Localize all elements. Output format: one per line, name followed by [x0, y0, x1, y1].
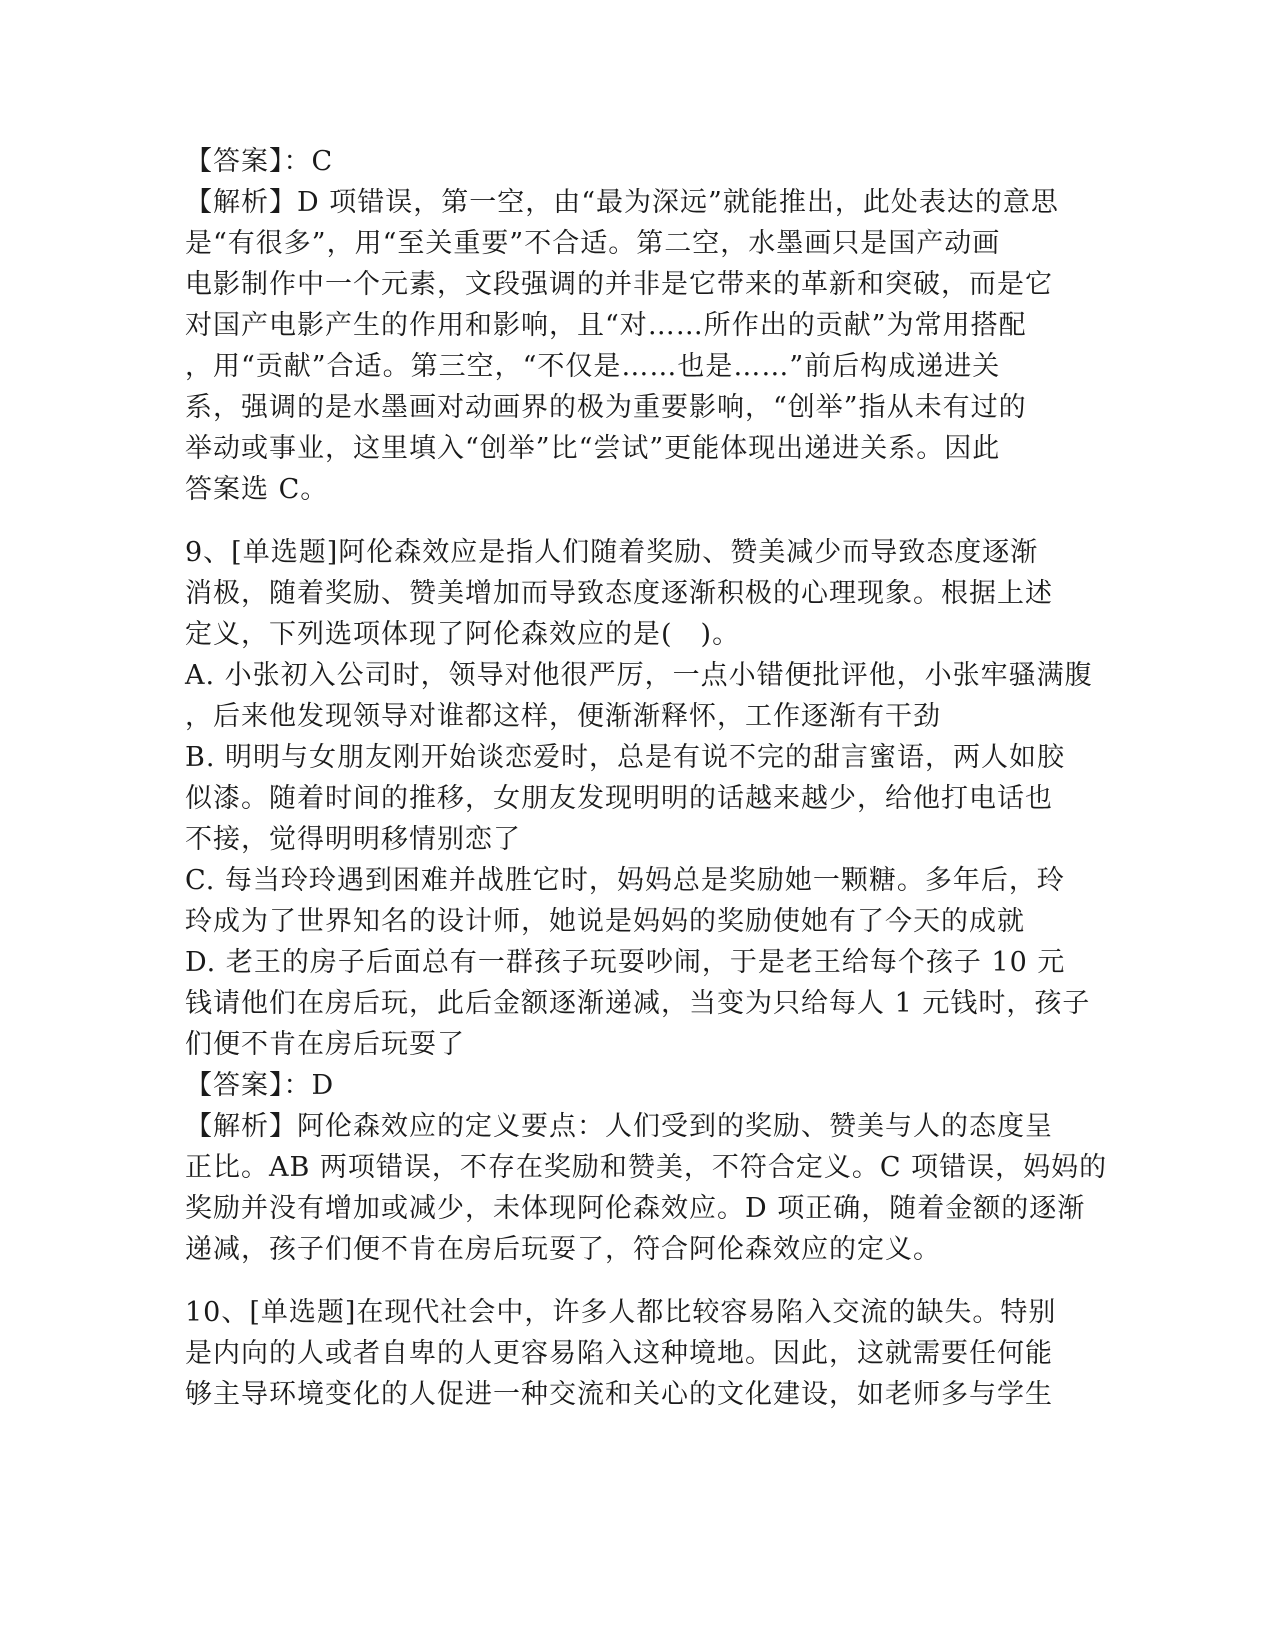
question-9-stem: 消极，随着奖励、赞美增加而导致态度逐渐积极的心理现象。根据上述: [185, 578, 1053, 609]
explanation-line: ，用“贡献”合适。第三空，“不仅是……也是……”前后构成递进关: [185, 351, 1001, 382]
option-d: D. 老王的房子后面总有一群孩子玩耍吵闹，于是老王给每个孩子 10 元: [185, 947, 1066, 978]
explanation-line: 正比。AB 两项错误，不存在奖励和赞美，不符合定义。C 项错误，妈妈的: [185, 1152, 1108, 1183]
explanation-line: 举动或事业，这里填入“创举”比“尝试”更能体现出递进关系。因此: [185, 433, 1001, 464]
question-9-stem: 定义，下列选项体现了阿伦森效应的是( )。: [185, 619, 741, 650]
explanation-line: 是“有很多”，用“至关重要”不合适。第二空，水墨画只是国产动画: [185, 228, 1001, 259]
question-10-stem: 10、[单选题]在现代社会中，许多人都比较容易陷入交流的缺失。特别: [185, 1297, 1057, 1328]
option-a: A. 小张初入公司时，领导对他很严厉，一点小错便批评他，小张牢骚满腹: [185, 660, 1093, 691]
answer-line: 【答案】：C: [185, 146, 334, 177]
question-9-stem: 9、[单选题]阿伦森效应是指人们随着奖励、赞美减少而导致态度逐渐: [185, 537, 1039, 568]
answer-line: 【答案】：D: [185, 1070, 335, 1101]
explanation-line: 答案选 C。: [185, 474, 329, 505]
explanation-line: 奖励并没有增加或减少，未体现阿伦森效应。D 项正确，随着金额的逐渐: [185, 1193, 1086, 1224]
option-c: 玲成为了世界知名的设计师，她说是妈妈的奖励使她有了今天的成就: [185, 906, 1025, 937]
explanation-line: 电影制作中一个元素，文段强调的并非是它带来的革新和突破，而是它: [185, 269, 1053, 300]
explanation-line: 对国产电影产生的作用和影响，且“对……所作出的贡献”为常用搭配: [185, 310, 1027, 341]
option-c: C. 每当玲玲遇到困难并战胜它时，妈妈总是奖励她一颗糖。多年后，玲: [185, 865, 1065, 896]
option-b: 似漆。随着时间的推移，女朋友发现明明的话越来越少，给他打电话也: [185, 783, 1053, 814]
option-b: B. 明明与女朋友刚开始谈恋爱时，总是有说不完的甜言蜜语，两人如胶: [185, 742, 1066, 773]
question-10-stem: 够主导环境变化的人促进一种交流和关心的文化建设，如老师多与学生: [185, 1379, 1053, 1410]
explanation-line: 递减，孩子们便不肯在房后玩耍了，符合阿伦森效应的定义。: [185, 1234, 941, 1265]
option-a: ，后来他发现领导对谁都这样，便渐渐释怀，工作逐渐有干劲: [185, 701, 941, 732]
question-10-stem: 是内向的人或者自卑的人更容易陷入这种境地。因此，这就需要任何能: [185, 1338, 1053, 1369]
option-d: 钱请他们在房后玩，此后金额逐渐递减，当变为只给每人 1 元钱时，孩子: [185, 988, 1091, 1019]
explanation-line: 系，强调的是水墨画对动画界的极为重要影响，“创举”指从未有过的: [185, 392, 1027, 423]
explanation-line: 【解析】阿伦森效应的定义要点：人们受到的奖励、赞美与人的态度呈: [185, 1111, 1053, 1142]
explanation-line: 【解析】D 项错误，第一空，由“最为深远”就能推出，此处表达的意思: [185, 187, 1059, 218]
option-b: 不接，觉得明明移情别恋了: [185, 824, 521, 855]
option-d: 们便不肯在房后玩耍了: [185, 1029, 465, 1060]
